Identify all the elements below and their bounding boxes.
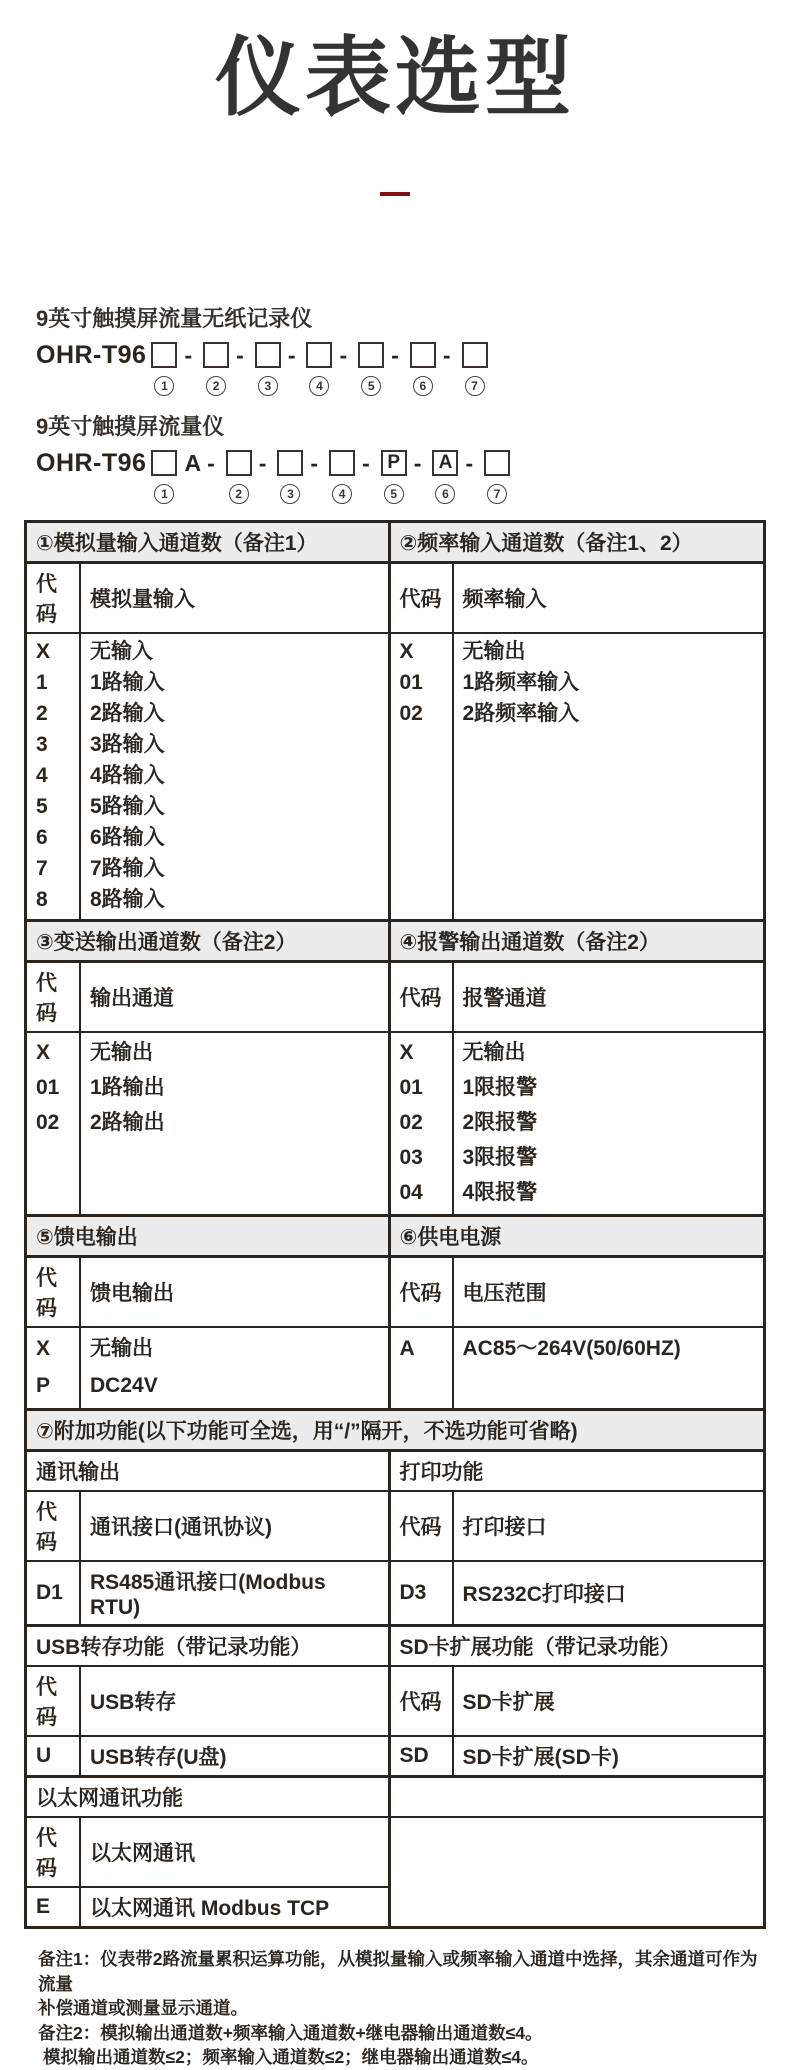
model-option-box <box>410 342 436 368</box>
model-slot <box>306 342 332 396</box>
slot-number-circle: 2 <box>229 484 249 504</box>
model-option-box <box>203 342 229 368</box>
slot-number-circle: 1 <box>154 484 174 504</box>
desc-value: 无输出 <box>462 1041 526 1064</box>
model-recorder-code-row <box>36 342 790 396</box>
model-flowmeter-label: 9英寸触摸屏流量仪 <box>36 414 225 439</box>
code-value: 1 <box>36 671 48 694</box>
desc-value: AC85～264V(50/60HZ) <box>462 1337 681 1360</box>
slot-number-circle: 7 <box>487 484 507 504</box>
model-separator: - <box>339 342 354 368</box>
desc-value: 7路输入 <box>90 857 165 880</box>
code-column-header: 代码 <box>391 564 454 634</box>
code-value: X <box>36 640 51 663</box>
desc-value: 无输出 <box>90 1337 153 1360</box>
desc-value: RS232C打印接口 <box>454 1562 764 1627</box>
model-slot <box>410 342 436 396</box>
model-slot <box>151 450 177 504</box>
desc-value: 3限报警 <box>462 1146 538 1169</box>
desc-value: 无输出 <box>462 640 526 663</box>
model-option-box <box>462 342 488 368</box>
model-separator: - <box>258 450 273 476</box>
code-column-header: 代码 <box>27 1492 81 1562</box>
model-option-box <box>151 342 177 368</box>
sd-function-title: SD卡扩展功能（带记录功能） <box>391 1627 764 1667</box>
desc-column-header: 电压范围 <box>454 1258 764 1328</box>
desc-value: 4路输入 <box>90 764 165 787</box>
model-option-box <box>306 342 332 368</box>
desc-value: 2路输出 <box>90 1111 165 1134</box>
slot-number-circle: 5 <box>384 484 404 504</box>
model-slot <box>203 342 229 396</box>
code-value: X <box>399 1041 414 1064</box>
section5-codes <box>27 1328 81 1411</box>
code-value: 5 <box>36 795 48 818</box>
slot-number-circle: 3 <box>280 484 300 504</box>
slot-number-circle: 1 <box>154 376 174 396</box>
ethernet-function-title: 以太网通讯功能 <box>27 1778 391 1818</box>
note2-line1: 备注2：模拟输出通道数+频率输入通道数+继电器输出通道数≤4。 <box>38 2022 543 2043</box>
slot-number-circle: 6 <box>435 484 455 504</box>
note1-line2: 补偿通道或测量显示通道。 <box>38 1998 248 2018</box>
section4-header: ④报警输出通道数（备注2） <box>391 922 764 963</box>
model-separator: - <box>184 342 199 368</box>
code-value: 8 <box>36 888 48 911</box>
section2-header: ②频率输入通道数（备注1、2） <box>391 523 764 564</box>
model-separator: - <box>413 450 428 476</box>
desc-value: 1限报警 <box>462 1076 538 1099</box>
section5-descriptions <box>81 1328 391 1411</box>
model-option-box <box>329 450 355 476</box>
note2-line2: 模拟输出通道数≤2；频率输入通道数≤2；继电器输出通道数≤4。 <box>43 2047 539 2067</box>
model-recorder-label: 9英寸触摸屏流量无纸记录仪 <box>36 306 313 331</box>
model-separator: - <box>362 450 376 476</box>
desc-value: 2限报警 <box>462 1111 538 1134</box>
desc-column-header: 打印接口 <box>454 1492 764 1562</box>
desc-column-header: 以太网通讯 <box>81 1818 391 1888</box>
desc-value: 3路输入 <box>90 733 165 756</box>
slot-number-circle: 7 <box>465 376 485 396</box>
print-function-title: 打印功能 <box>391 1452 764 1492</box>
desc-value: SD卡扩展(SD卡) <box>454 1737 764 1778</box>
desc-value: USB转存(U盘) <box>81 1737 391 1778</box>
slot-number-circle: 2 <box>206 376 226 396</box>
code-value: P <box>36 1374 51 1397</box>
desc-value: 2路频率输入 <box>462 702 580 725</box>
desc-value: 8路输入 <box>90 888 165 911</box>
section5-header: ⑤馈电输出 <box>27 1217 391 1258</box>
slot-number-circle: 4 <box>309 376 329 396</box>
model-option-box <box>226 450 252 476</box>
section6-codes <box>391 1328 454 1411</box>
code-value: SD <box>391 1737 454 1778</box>
model-option-box-A: A <box>432 450 458 476</box>
section6-header: ⑥供电电源 <box>391 1217 764 1258</box>
model-separator: - <box>391 342 405 368</box>
section6-descriptions <box>454 1328 764 1411</box>
model-separator: - <box>287 342 302 368</box>
desc-column-header: 模拟量输入 <box>81 564 391 634</box>
desc-column-header: 馈电输出 <box>81 1258 391 1328</box>
spec-table <box>24 520 766 1929</box>
desc-value: 以太网通讯 Modbus TCP <box>81 1888 391 1926</box>
model-slot <box>484 450 510 504</box>
empty-cell <box>391 1818 764 1888</box>
model-slot <box>255 342 281 396</box>
code-value: 6 <box>36 826 48 849</box>
model-option-box <box>255 342 281 368</box>
code-value: 02 <box>399 702 423 725</box>
desc-value: 无输出 <box>90 1041 153 1064</box>
desc-column-header: 输出通道 <box>81 963 391 1033</box>
desc-value: DC24V <box>90 1374 158 1397</box>
code-column-header: 代码 <box>391 963 454 1033</box>
page-title: 仪表选型 <box>215 30 575 126</box>
model-separator: - <box>442 342 457 368</box>
model-prefix: OHR-T96 <box>36 341 147 369</box>
model-flowmeter-code-row <box>36 450 790 504</box>
code-value: D3 <box>391 1562 454 1627</box>
code-value: 2 <box>36 702 48 725</box>
model-slot <box>358 342 384 396</box>
desc-column-header: USB转存 <box>81 1667 391 1737</box>
code-column-header: 代码 <box>27 564 81 634</box>
section3-codes <box>27 1033 81 1217</box>
slot-number-circle: 5 <box>361 376 381 396</box>
code-value: 03 <box>399 1146 423 1169</box>
code-column-header: 代码 <box>27 1667 81 1737</box>
slot-number-circle: 3 <box>258 376 278 396</box>
code-column-header: 代码 <box>391 1258 454 1328</box>
model-option-box <box>151 450 177 476</box>
model-slot <box>151 342 177 396</box>
desc-column-header: 频率输入 <box>454 564 764 634</box>
section1-codes <box>27 634 81 922</box>
model-slot <box>381 450 407 504</box>
code-value: U <box>27 1737 81 1778</box>
empty-cell <box>391 1888 764 1926</box>
model-separator: - <box>465 450 480 476</box>
code-value: 4 <box>36 764 48 787</box>
code-column-header: 代码 <box>27 1818 81 1888</box>
desc-value: 5路输入 <box>90 795 165 818</box>
code-value: X <box>36 1041 51 1064</box>
desc-value: RS485通讯接口(Modbus RTU) <box>81 1562 391 1627</box>
empty-cell <box>391 1778 764 1818</box>
comm-output-title: 通讯输出 <box>27 1452 391 1492</box>
selection-guide-page <box>0 30 790 2067</box>
model-slot <box>329 450 355 504</box>
model-prefix: OHR-T96 <box>36 449 147 477</box>
section7-header: ⑦附加功能(以下功能可全选，用“/”隔开，不选功能可省略) <box>27 1411 763 1452</box>
model-slot <box>462 342 488 396</box>
code-value: X <box>36 1337 51 1360</box>
section1-header: ①模拟量输入通道数（备注1） <box>27 523 391 564</box>
code-value: 02 <box>36 1111 60 1134</box>
model-slot <box>226 450 252 504</box>
code-value: E <box>27 1888 81 1926</box>
desc-value: 1路输入 <box>90 671 165 694</box>
usb-function-title: USB转存功能（带记录功能） <box>27 1627 391 1667</box>
note1-line1: 备注1：仪表带2路流量累积运算功能，从模拟量输入或频率输入通道中选择，其余通道可作为流量 <box>38 1949 758 1994</box>
model-option-box <box>358 342 384 368</box>
code-column-header: 代码 <box>27 963 81 1033</box>
slot-number-circle: 4 <box>332 484 352 504</box>
desc-column-header: 通讯接口(通讯协议) <box>81 1492 391 1562</box>
code-value: 01 <box>36 1076 60 1099</box>
model-separator: A- <box>184 450 221 476</box>
section3-header: ③变送输出通道数（备注2） <box>27 922 391 963</box>
code-value: 01 <box>399 671 423 694</box>
desc-value: 无输入 <box>90 640 153 663</box>
model-option-box-P: P <box>381 450 407 476</box>
model-separator: - <box>310 450 325 476</box>
code-value: 01 <box>399 1076 423 1099</box>
desc-column-header: SD卡扩展 <box>454 1667 764 1737</box>
section4-codes <box>391 1033 454 1217</box>
code-column-header: 代码 <box>391 1667 454 1737</box>
model-slot <box>432 450 458 504</box>
section4-descriptions <box>454 1033 764 1217</box>
desc-column-header: 报警通道 <box>454 963 764 1033</box>
desc-value: 6路输入 <box>90 826 165 849</box>
desc-value: 1路频率输入 <box>462 671 580 694</box>
footnotes <box>38 1947 766 2070</box>
desc-value: 1路输出 <box>90 1076 165 1099</box>
code-value: A <box>399 1337 415 1360</box>
desc-value: 4限报警 <box>462 1181 538 1204</box>
section2-codes <box>391 634 454 922</box>
model-option-box <box>277 450 303 476</box>
model-separator: - <box>236 342 250 368</box>
desc-value: 2路输入 <box>90 702 165 725</box>
code-value: X <box>399 640 414 663</box>
title-accent-dash <box>380 192 410 196</box>
code-value: 04 <box>399 1181 423 1204</box>
section3-descriptions <box>81 1033 391 1217</box>
code-value: 02 <box>399 1111 423 1134</box>
code-column-header: 代码 <box>27 1258 81 1328</box>
code-value: 7 <box>36 857 48 880</box>
code-column-header: 代码 <box>391 1492 454 1562</box>
code-value: D1 <box>27 1562 81 1627</box>
model-slot <box>277 450 303 504</box>
section2-descriptions <box>454 634 764 922</box>
model-code-diagrams <box>36 304 790 504</box>
code-value: 3 <box>36 733 48 756</box>
model-option-box <box>484 450 510 476</box>
section1-descriptions <box>81 634 391 922</box>
slot-number-circle: 6 <box>413 376 433 396</box>
